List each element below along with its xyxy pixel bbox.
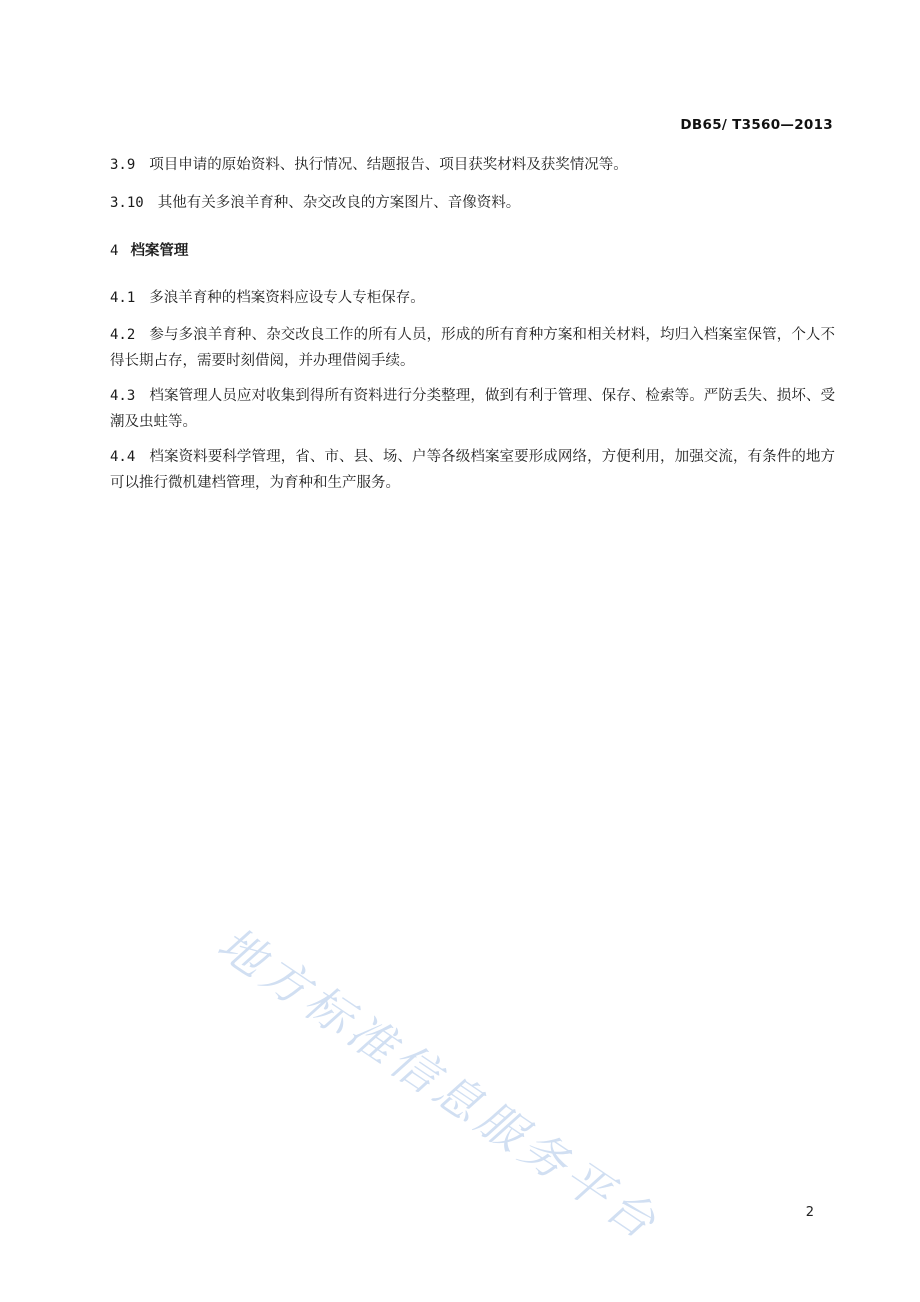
standard-number: DB65/ T3560—2013 [680,117,833,133]
clause-text: 档案资料要科学管理，省、市、县、场、户等各级档案室要形成网络，方便利用，加强交流，有条件的地方可以推行微机建档管理，为育种和生产服务。 [110,449,835,491]
clause-number: 4.4 [110,449,136,465]
clause-text: 参与多浪羊育种、杂交改良工作的所有人员，形成的所有育种方案和相关材料，均归入档案室保管，个人不得长期占存，需要时刻借阅，并办理借阅手续。 [110,327,835,369]
section-title: 档案管理 [130,243,189,259]
clause-4-1 [110,285,835,311]
clause-number: 4.1 [110,290,136,306]
clause-text: 其他有关多浪羊育种、杂交改良的方案图片、音像资料。 [157,195,521,211]
clause-number: 3.9 [110,157,136,173]
clause-4-4 [110,444,835,496]
clause-4-3 [110,383,835,435]
page-number: 2 [805,1205,814,1220]
clause-number: 4.3 [110,388,136,404]
watermark-text: 地方标准信息服务平台 [208,916,670,1252]
clause-text: 档案管理人员应对收集到得所有资料进行分类整理，做到有利于管理、保存、检索等。严防丢失、损坏、受潮及虫蛀等。 [110,388,835,430]
clause-3-9 [110,152,835,178]
clause-3-10 [110,190,835,216]
clause-text: 项目申请的原始资料、执行情况、结题报告、项目获奖材料及获奖情况等。 [149,157,628,173]
section-4-heading [110,238,835,264]
clause-number: 3.10 [110,195,144,211]
clause-text: 多浪羊育种的档案资料应设专人专柜保存。 [149,290,425,306]
clause-4-2 [110,322,835,374]
section-number: 4 [110,243,119,259]
clause-number: 4.2 [110,327,136,343]
